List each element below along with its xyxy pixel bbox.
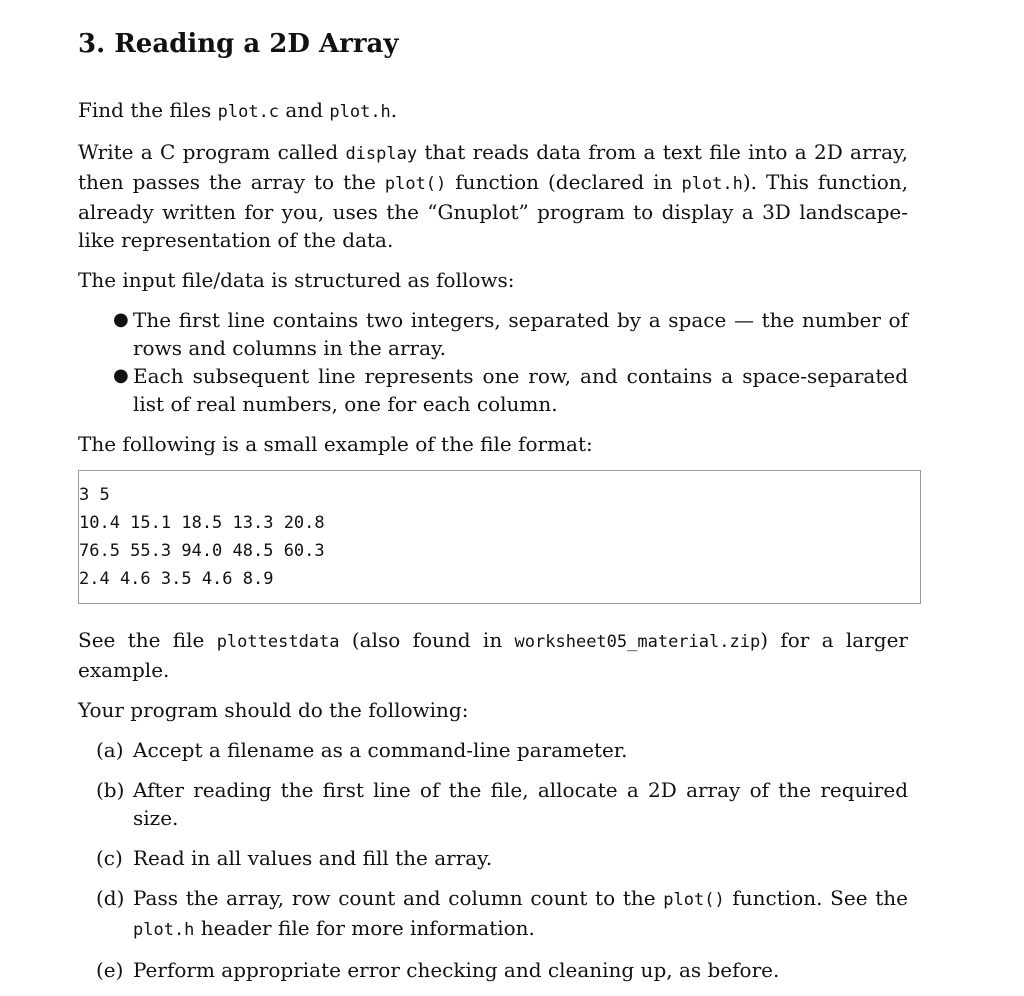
list-item [78, 776, 908, 832]
code-line: 3 5 [79, 485, 110, 505]
list-item [78, 736, 908, 764]
list-item [78, 306, 908, 362]
requirements-list [78, 736, 908, 984]
list-item [78, 956, 908, 984]
step-text: Perform appropriate error checking and cleaning up, as before. [133, 958, 780, 982]
function-name: plot() [384, 174, 447, 194]
step-text: Read in all values and fill the array. [133, 846, 493, 870]
text: Write a C program called [78, 140, 346, 164]
step-text: Pass the array, row count and column count to the [133, 886, 664, 910]
step-text: Accept a filename as a command-line parameter. [133, 738, 628, 762]
filename-plottestdata: plottestdata [216, 632, 340, 652]
step-text: header file for more information. [194, 916, 535, 940]
text: Find the files [78, 98, 218, 122]
requirements-intro: Your program should do the following: [78, 698, 469, 722]
step-label: (b) [96, 778, 125, 802]
list-item-text: Each subsequent line represents one row, and contains a space-separated list of real numbers, one for each column. [133, 364, 908, 416]
text: that reads data from a text file into a 2D array, then passes the array to the [78, 140, 909, 194]
text: . [390, 98, 398, 122]
header-name: plot.h [681, 174, 743, 194]
text: function (declared in [446, 170, 682, 194]
text: (also found in [339, 628, 515, 652]
step-label: (d) [96, 886, 125, 910]
text: ). This function, already written for you, uses the “Gnuplot” program to display a 3D landscape-like representation of the data. [78, 170, 908, 252]
list-item [78, 362, 908, 418]
code-line: 2.4 4.6 3.5 4.6 8.9 [79, 569, 274, 589]
list-item [78, 844, 908, 872]
bullet-icon: ● [113, 365, 129, 386]
code-line: 10.4 15.1 18.5 13.3 20.8 [79, 513, 325, 533]
step-label: (e) [96, 958, 124, 982]
filename-plot-c: plot.c [217, 102, 280, 122]
filename-plot-h: plot.h [329, 102, 391, 122]
filename-zip: worksheet05_material.zip [514, 632, 761, 652]
step-text: After reading the first line of the file, allocate a 2D array of the required size. [133, 778, 908, 830]
code-example-box [78, 470, 921, 604]
document-content [78, 24, 908, 996]
header-name: plot.h [133, 920, 195, 940]
bullet-icon: ● [113, 309, 129, 330]
list-item [78, 884, 908, 944]
program-name: display [345, 144, 418, 164]
larger-example-paragraph [78, 626, 908, 684]
text: ) for a larger example. [78, 628, 908, 682]
step-label: (c) [96, 846, 123, 870]
structure-list [78, 306, 908, 418]
step-text: function. See the [724, 886, 908, 910]
step-label: (a) [96, 738, 124, 762]
structure-paragraph: The input file/data is structured as follows: [78, 268, 515, 292]
function-name: plot() [663, 890, 725, 910]
section-heading: 3. Reading a 2D Array [78, 29, 399, 59]
example-intro: The following is a small example of the file format: [78, 432, 593, 456]
text: See the file [78, 628, 217, 652]
text: and [279, 98, 330, 122]
code-line: 76.5 55.3 94.0 48.5 60.3 [79, 541, 325, 561]
intro-paragraph [78, 96, 908, 126]
list-item-text: The first line contains two integers, separated by a space — the number of rows and columns in the array. [133, 308, 908, 360]
task-paragraph [78, 138, 908, 254]
